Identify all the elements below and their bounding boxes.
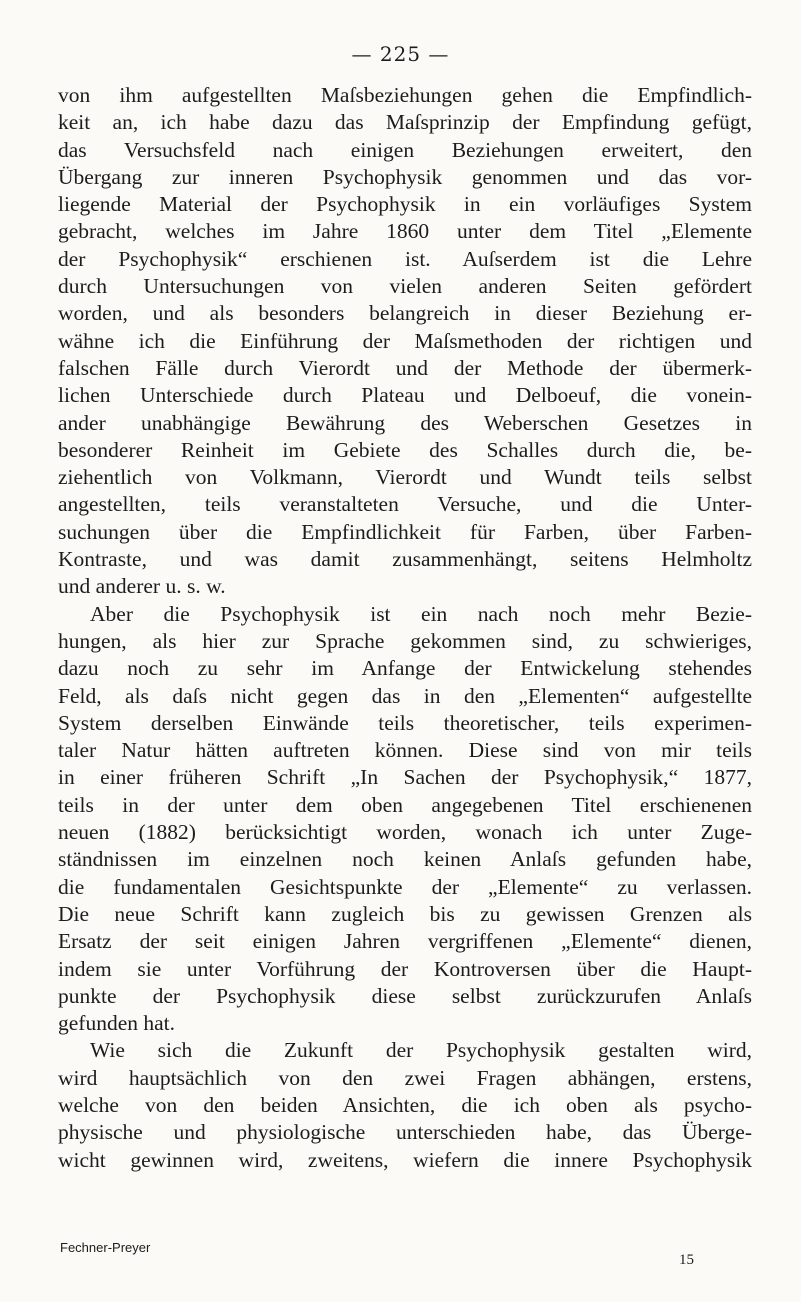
text-line: Wie sich die Zukunft der Psychophysik gestalten wird, xyxy=(90,1038,752,1063)
paragraph-3 xyxy=(58,1037,752,1173)
text-line: Feld, als daſs nicht gegen das in den „Elementen“ aufgestellte xyxy=(58,683,752,708)
text-line: durch Untersuchungen von vielen anderen Seiten gefördert xyxy=(58,274,752,299)
text-line: in einer früheren Schrift „In Sachen der Psychophysik,“ 1877, xyxy=(58,765,752,790)
text-line: teils in der unter dem oben angegebenen Titel erschienenen xyxy=(58,792,752,817)
text-line: punkte der Psychophysik diese selbst zurückzurufen Anlaſs xyxy=(58,983,752,1008)
text-line: Ersatz der seit einigen Jahren vergriffenen „Elemente“ dienen, xyxy=(58,929,752,954)
text-line: von ihm aufgestellten Maſsbeziehungen gehen die Empfindlich- xyxy=(58,83,752,107)
printer-signature: Fechner-Preyer xyxy=(60,1240,151,1255)
text-line: welche von den beiden Ansichten, die ich oben als psycho- xyxy=(58,1092,752,1117)
text-line: angestellten, teils veranstalteten Versuche, und die Unter- xyxy=(58,492,752,517)
text-line: die fundamentalen Gesichtspunkte der „Elemente“ zu verlassen. xyxy=(58,874,752,899)
text-line: neuen (1882) berücksichtigt worden, wonach ich unter Zuge- xyxy=(58,820,752,845)
text-line: ständnissen im einzelnen noch keinen Anlaſs gefunden habe, xyxy=(58,847,752,872)
text-line: lichen Unterschiede durch Plateau und Delboeuf, die vonein- xyxy=(58,383,752,408)
text-line: gefunden hat. xyxy=(58,1011,176,1036)
text-line: Aber die Psychophysik ist ein nach noch mehr Bezie- xyxy=(90,601,752,626)
body-text xyxy=(58,82,752,1174)
text-line: und anderer u. s. w. xyxy=(58,574,226,599)
text-line: dazu noch zu sehr im Anfange der Entwickelung stehendes xyxy=(58,656,752,681)
page-number: — 225 — xyxy=(351,42,450,66)
text-line: Kontraste, und was damit zusammenhängt, seitens Helmholtz xyxy=(58,547,752,572)
text-line: taler Natur hätten auftreten können. Diese sind von mir teils xyxy=(58,738,752,763)
text-line: Übergang zur inneren Psychophysik genommen und das vor- xyxy=(58,164,752,189)
text-line: liegende Material der Psychophysik in ein vorläufiges System xyxy=(58,192,752,217)
text-line: keit an, ich habe dazu das Maſsprinzip der Empfindung gefügt, xyxy=(58,110,752,135)
text-line: gebracht, welches im Jahre 1860 unter dem Titel „Elemente xyxy=(58,219,752,244)
text-line: hungen, als hier zur Sprache gekommen sind, zu schwieriges, xyxy=(58,628,752,653)
page-footer xyxy=(60,1240,710,1280)
text-line: das Versuchsfeld nach einigen Beziehungen erweitert, den xyxy=(58,137,752,162)
text-line: indem sie unter Vorführung der Kontroversen über die Haupt- xyxy=(58,956,752,981)
text-line: wähne ich die Einführung der Maſsmethoden der richtigen und xyxy=(58,328,752,353)
text-line: besonderer Reinheit im Gebiete des Schalles durch die, be- xyxy=(58,437,752,462)
text-line: falschen Fälle durch Vierordt und der Methode der übermerk- xyxy=(58,355,752,380)
sheet-number: 15 xyxy=(679,1252,694,1268)
text-line: suchungen über die Empfindlichkeit für Farben, über Farben- xyxy=(58,519,752,544)
text-line: wird hauptsächlich von den zwei Fragen abhängen, erstens, xyxy=(58,1065,752,1090)
text-line: physische und physiologische unterschieden habe, das Überge- xyxy=(58,1120,752,1145)
text-line: worden, und als besonders belangreich in dieser Beziehung er- xyxy=(58,301,752,326)
text-line: ziehentlich von Volkmann, Vierordt und Wundt teils selbst xyxy=(58,465,752,490)
paragraph-1 xyxy=(58,82,752,601)
text-line: der Psychophysik“ erschienen ist. Auſserdem ist die Lehre xyxy=(58,246,752,271)
text-line: System derselben Einwände teils theoretischer, teils experimen- xyxy=(58,710,752,735)
text-line: Die neue Schrift kann zugleich bis zu gewissen Grenzen als xyxy=(58,901,752,926)
text-line: ander unabhängige Bewährung des Weberschen Gesetzes in xyxy=(58,410,752,435)
text-line: wicht gewinnen wird, zweitens, wiefern die innere Psychophysik xyxy=(58,1147,752,1172)
paragraph-2 xyxy=(58,601,752,1038)
